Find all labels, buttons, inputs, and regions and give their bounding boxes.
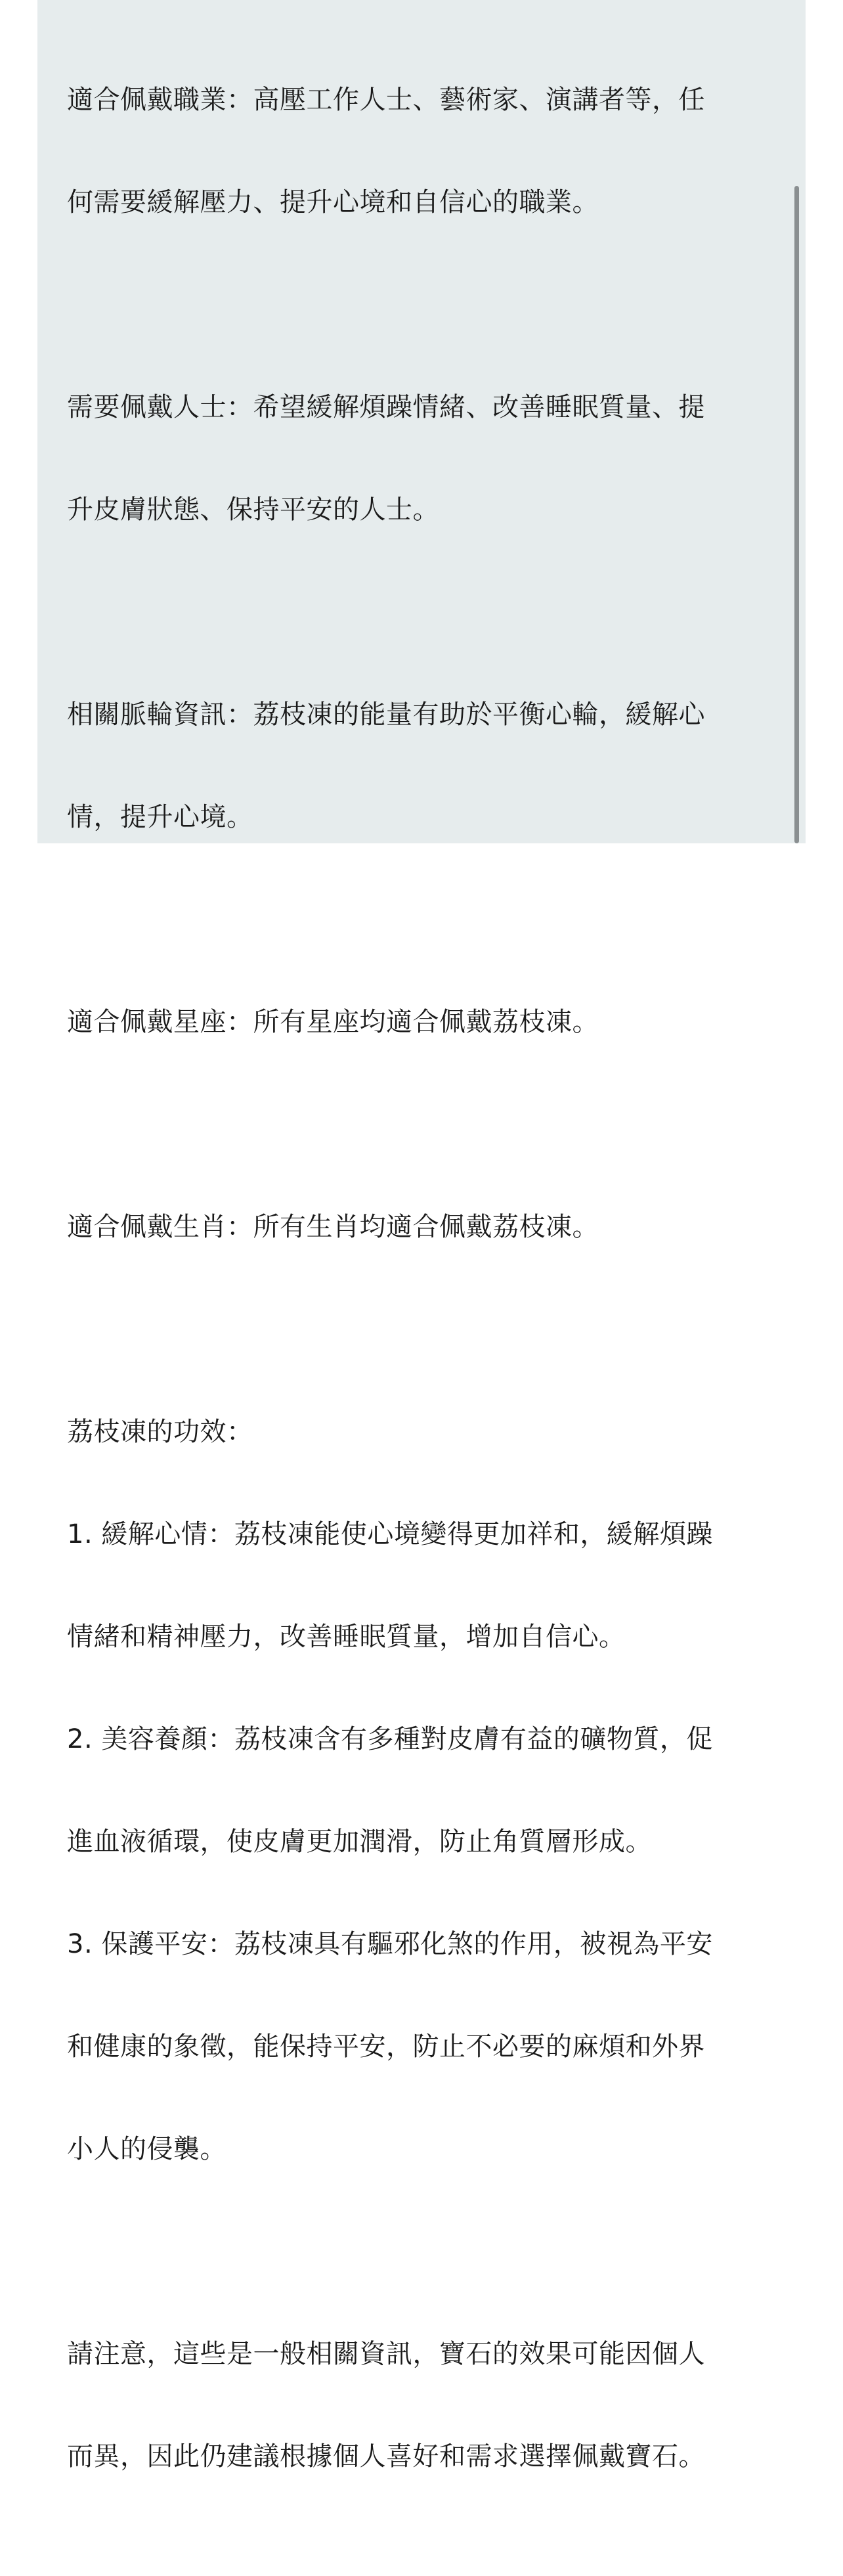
- effects-paragraph: [67, 1346, 773, 2234]
- effect-item-3-line: 和健康的象徵，能保持平安，防止不必要的麻煩和外界: [67, 2032, 705, 2062]
- chinese-zodiac-paragraph: [67, 1142, 773, 1312]
- effects-heading: 荔枝凍的功效：: [67, 1417, 253, 1447]
- vertical-scrollbar[interactable]: [794, 186, 799, 843]
- suitable-people-paragraph: [67, 322, 773, 595]
- effect-item-2-line: 2. 美容養顏：荔枝凍含有多種對皮膚有益的礦物質，促: [67, 1724, 713, 1754]
- effect-item-1-line: 1. 緩解心情：荔枝凍能使心境變得更加祥和，緩解煩躁: [67, 1519, 713, 1549]
- disclaimer-paragraph: [67, 2269, 773, 2542]
- effect-item-3-line: 小人的侵襲。: [67, 2134, 227, 2164]
- text-line: 適合佩戴星座：所有星座均適合佩戴荔枝凍。: [67, 1007, 599, 1037]
- message-panel: [37, 0, 806, 2472]
- text-line: 適合佩戴職業：高壓工作人士、藝術家、演講者等，任: [67, 85, 705, 115]
- effect-item-1-line: 情緒和精神壓力，改善睡眠質量，增加自信心。: [67, 1622, 626, 1652]
- text-line: 而異，因此仍建議根據個人喜好和需求選擇佩戴寶石。: [67, 2441, 705, 2472]
- text-line: 相關脈輪資訊：荔枝凍的能量有助於平衡心輪，緩解心: [67, 700, 705, 730]
- zodiac-paragraph: [67, 937, 773, 1107]
- text-line: 情，提升心境。: [67, 802, 253, 832]
- message-text: [67, 14, 773, 2576]
- text-line: 何需要緩解壓力、提升心境和自信心的職業。: [67, 187, 599, 217]
- text-line: 請注意，這些是一般相關資訊，寶石的效果可能因個人: [67, 2339, 705, 2369]
- text-line: 適合佩戴生肖：所有生肖均適合佩戴荔枝凍。: [67, 1212, 599, 1242]
- effect-item-3-line: 3. 保護平安：荔枝凍具有驅邪化煞的作用，被視為平安: [67, 1929, 713, 1959]
- text-line: 需要佩戴人士：希望緩解煩躁情緒、改善睡眠質量、提: [67, 392, 705, 422]
- chakra-info-paragraph: [67, 629, 773, 902]
- suitable-occupations-paragraph: [67, 14, 773, 288]
- effect-item-2-line: 進血液循環，使皮膚更加潤滑，防止角質層形成。: [67, 1827, 652, 1857]
- text-line: 升皮膚狀態、保持平安的人士。: [67, 495, 439, 525]
